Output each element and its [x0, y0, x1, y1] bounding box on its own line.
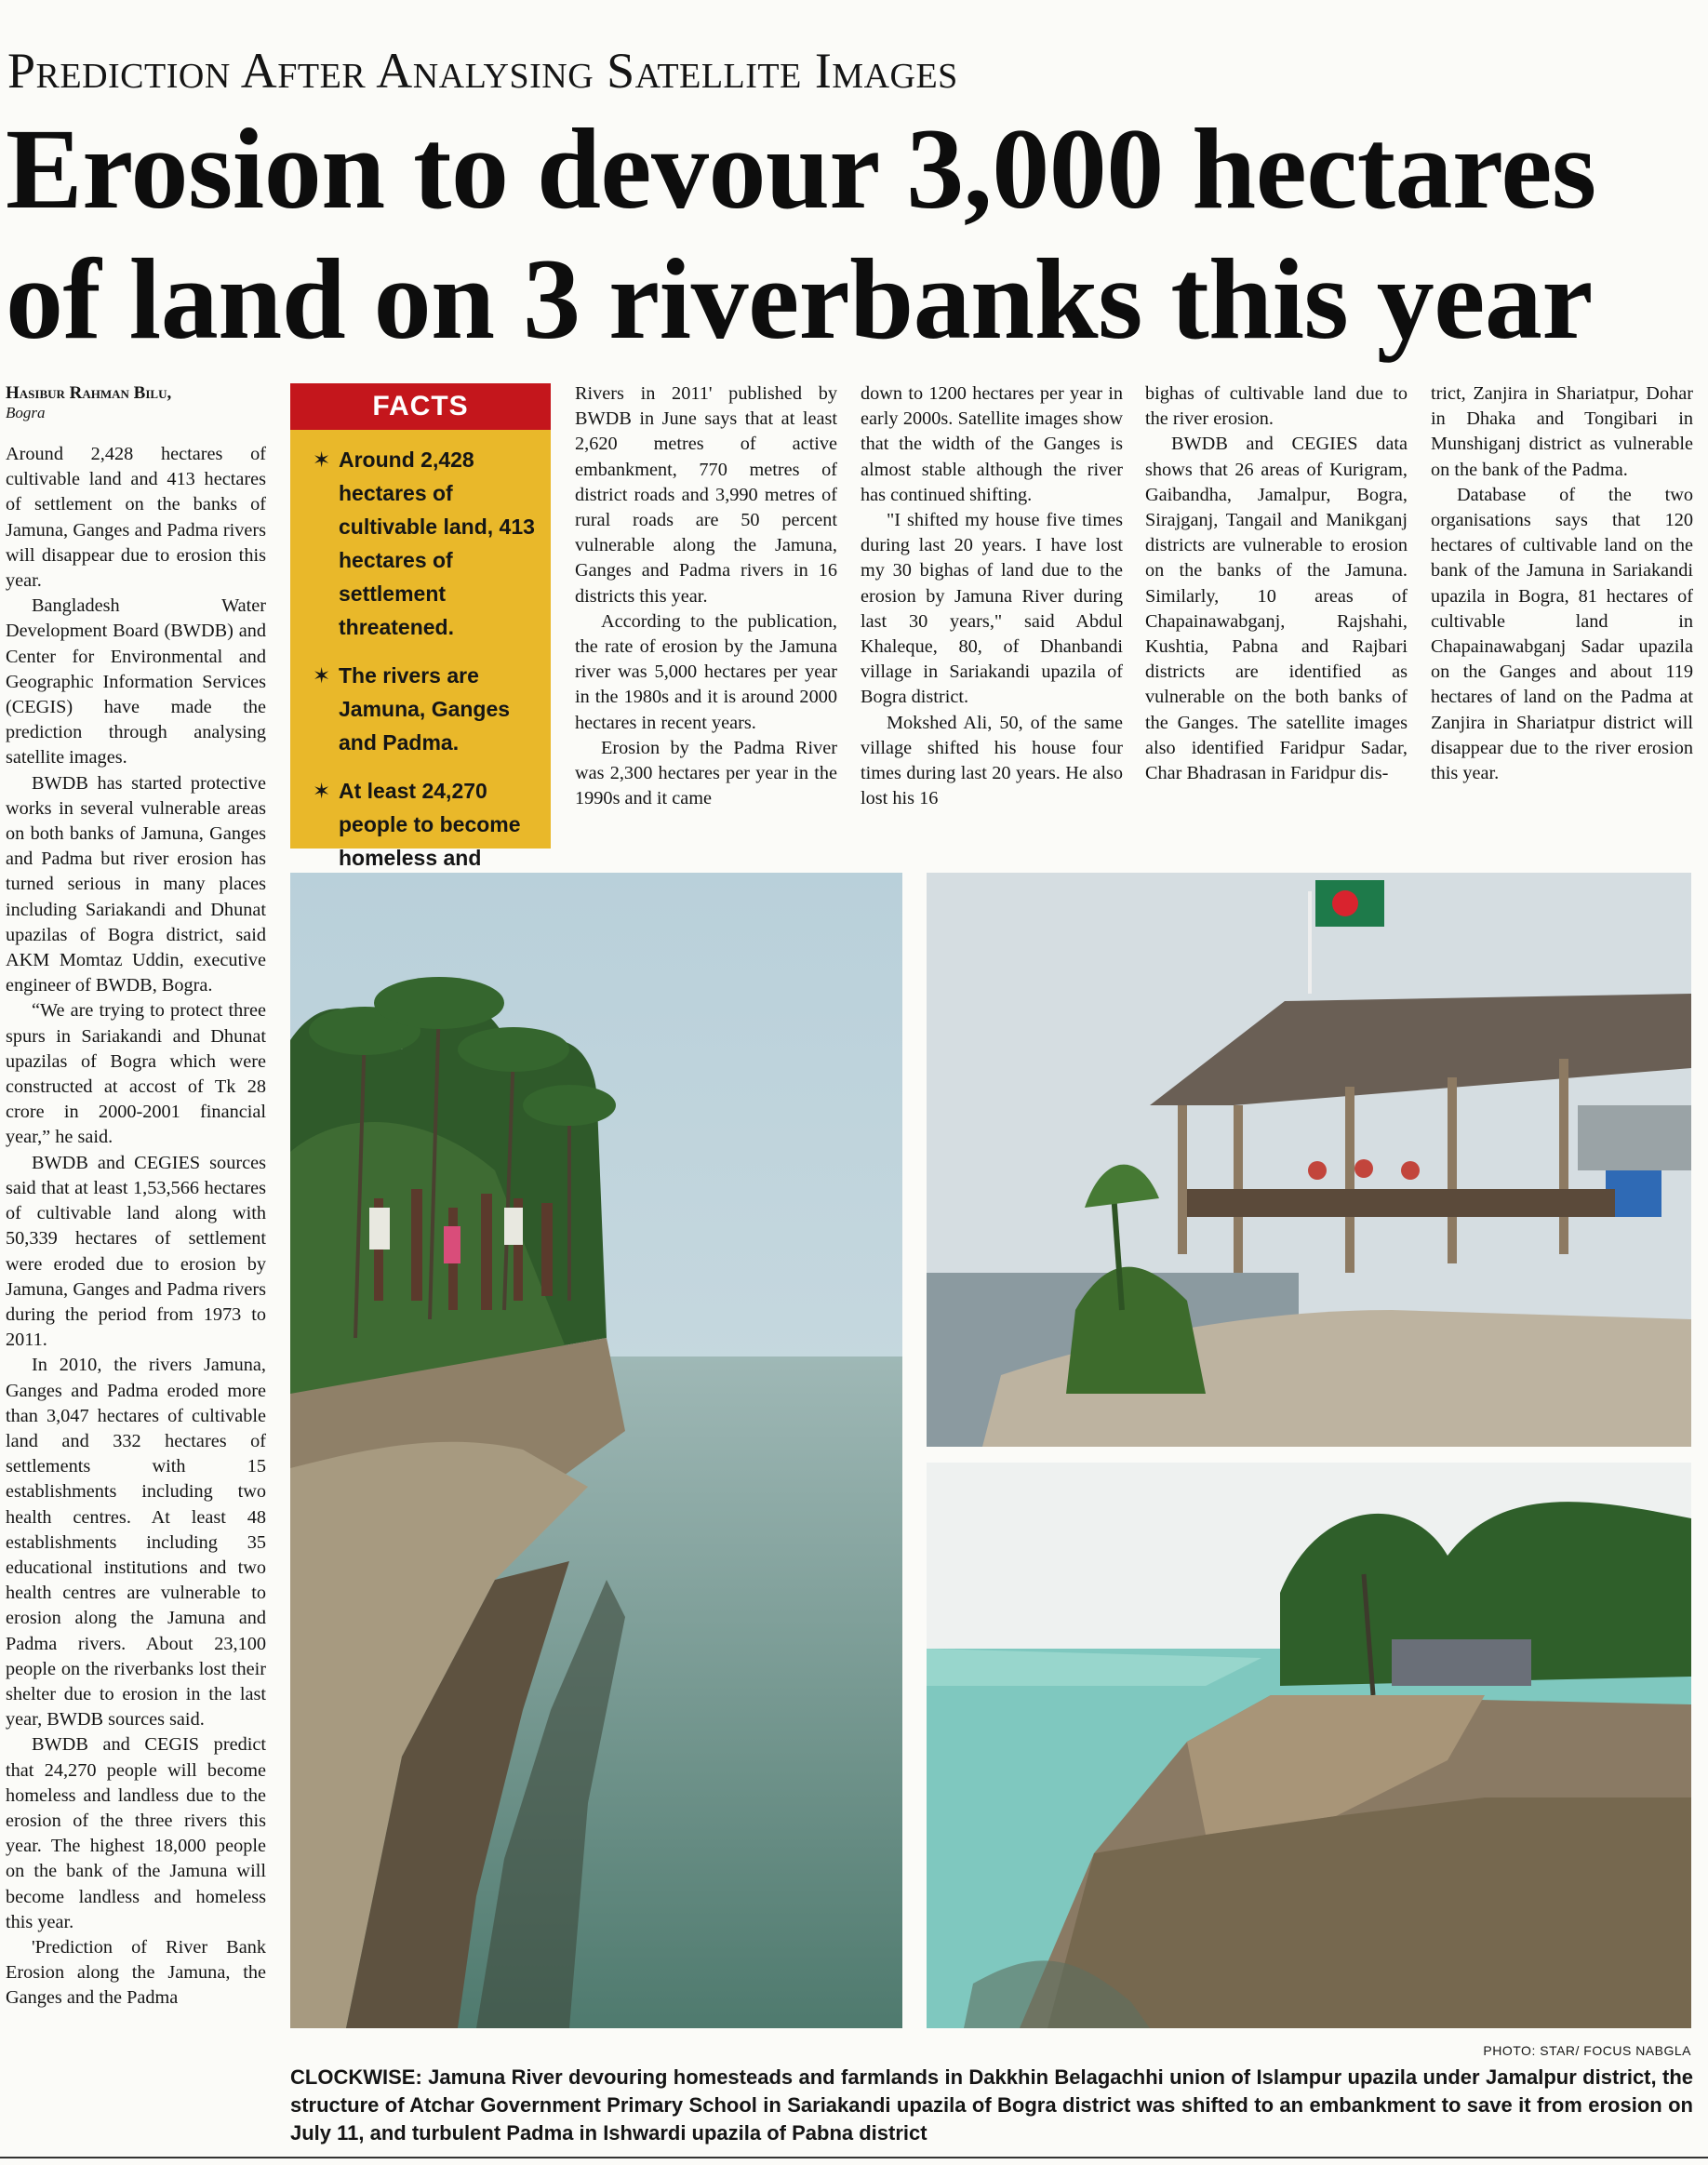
- paragraph: bighas of cultivable land due to the river erosion.: [1145, 383, 1408, 430]
- article-kicker: Prediction After Analysing Satellite Images: [7, 43, 958, 99]
- body-column-1: [6, 442, 266, 2154]
- star-icon: ✶: [313, 663, 331, 688]
- facts-box: [290, 383, 551, 870]
- paragraph: Database of the two organisations says that 120 hectares of cultivable land on the bank of the Jamuna in Sariakandi upazila in Bogra, 81 hectares of cultivable land in Chapainawabganj Sadar upazila on the Ganges and about 119 hectares of land on the Padma at Zanjira in Shariatpur district will disappear due to the river erosion this year.: [1431, 484, 1693, 784]
- article-headline: Erosion to devour 3,000 hectares of land on 3 riverbanks this year: [6, 105, 1596, 363]
- paragraph: BWDB and CEGIES data shows that 26 areas of Kurigram, Gaibandha, Jamalpur, Bogra, Sirajganj, Tangail and Manikganj districts are vulnerable to erosion on the banks of the Jamuna. Similarly, 10 areas of Chapainawabganj, Rajshahi, Kushtia, Pabna and Rajbari districts are identified as vulnerable on the both banks of the Ganges. The satellite images also identified Faridpur Sadar, Char Bhadrasan in Faridpur dis-: [1145, 434, 1408, 784]
- photo-padma-bank: [927, 1463, 1691, 2028]
- paragraph: “We are trying to protect three spurs in Sariakandi and Dhunat upazilas of Bogra which were constructed at accost of Tk 28 crore in 2000-2001 financial year,” he said.: [6, 1000, 266, 1148]
- body-column-3: [575, 381, 837, 851]
- riverbank-crowd-image: [290, 873, 902, 2028]
- paragraph: BWDB has started protective works in several vulnerable areas on both banks of Jamuna, Ganges and Padma but river erosion has turned serious in many places including Sariakandi and Dhunat upazilas of Bogra district, said AKM Momtaz Uddin, executive engineer of BWDB, Bogra.: [6, 772, 266, 996]
- facts-item: [313, 659, 540, 759]
- facts-item: [313, 443, 540, 644]
- facts-title: FACTS: [290, 383, 551, 430]
- paragraph: BWDB and CEGIES sources said that at least 1,53,566 hectares of cultivable land along with 50,339 hectares of settlement were eroded due to erosion by Jamuna, Ganges and Padma rivers during the period from 1973 to 2011.: [6, 1152, 266, 1351]
- paragraph: According to the publication, the rate of erosion by the Jamuna river was 5,000 hectares per year in the 1980s and it is around 2000 hectares in recent years.: [575, 610, 837, 733]
- facts-item-text: The rivers are Jamuna, Ganges and Padma.: [339, 663, 511, 755]
- paragraph: Bangladesh Water Development Board (BWDB) and Center for Environmental and Geographic Information Services (CEGIS) have made the prediction through analysing satellite images.: [6, 595, 266, 768]
- paragraph: Erosion by the Padma River was 2,300 hectares per year in the 1990s and it came: [575, 737, 837, 809]
- paragraph: "I shifted my house five times during last 20 years. I have lost my 30 bighas of land due to the erosion by Jamuna River during last 30 years," said Abdul Khaleque, 80, of Dhanbandi village in Sariakandi upazila of Bogra district.: [861, 510, 1123, 708]
- facts-item-text: At least 24,270 people to become homeless and: [339, 779, 521, 870]
- paragraph: In 2010, the rivers Jamuna, Ganges and Padma eroded more than 3,047 hectares of cultivable land and 332 hectares of settlements with 15 establishments including two health centres. At least 48 establishments including 35 educational institutions and two health centres are vulnerable to erosion along the Jamuna and Padma rivers. About 23,100 people on the riverbanks lost their shelter due to erosion in the last year, BWDB sources said.: [6, 1355, 266, 1731]
- paragraph: 'Prediction of River Bank Erosion along the Jamuna, the Ganges and the Padma: [6, 1936, 266, 2009]
- school-shed-image: [927, 873, 1691, 1447]
- facts-list: [290, 430, 551, 875]
- photo-caption: CLOCKWISE: Jamuna River devouring homesteads and farmlands in Dakkhin Belagachhi union of Islampur upazila under Jamalpur district, the structure of Atchar Government Primary School in Sariakandi upazila of Bogra district was shifted to an embankment to save it from erosion on July 11, and turbulent Padma in Ishwardi upazila of Pabna district: [290, 2065, 1693, 2145]
- paragraph: Around 2,428 hectares of cultivable land and 413 hectares of settlement on the banks of Jamuna, Ganges and Padma rivers will disappear due to erosion this year.: [6, 444, 266, 592]
- paragraph: trict, Zanjira in Shariatpur, Dohar in Dhaka and Tongibari in Munshiganj district as vulnerable on the bank of the Padma.: [1431, 383, 1693, 480]
- body-column-5: [1145, 381, 1408, 851]
- padma-bank-image: [927, 1463, 1691, 2028]
- facts-item: [313, 774, 540, 875]
- photo-riverbank-crowd: [290, 873, 902, 2028]
- star-icon: ✶: [313, 448, 331, 472]
- body-column-4: [861, 381, 1123, 851]
- photo-credit: PHOTO: STAR/ FOCUS NABGLA: [1483, 2043, 1691, 2058]
- paragraph: BWDB and CEGIS predict that 24,270 people will become homeless and landless due to the erosion of the three rivers this year. The highest 18,000 people on the bank of the Jamuna will become landless and homeless this year.: [6, 1734, 266, 1932]
- byline: Hasibur Rahman Bilu,: [6, 383, 172, 403]
- photo-school-shed: [927, 873, 1691, 1447]
- paragraph: Mokshed Ali, 50, of the same village shifted his house four times during last 20 years. He also lost his 16: [861, 712, 1123, 809]
- facts-item-text: Around 2,428 hectares of cultivable land, 413 hectares of settlement threatened.: [339, 448, 535, 639]
- body-column-6: [1431, 381, 1693, 851]
- paragraph: Rivers in 2011' published by BWDB in June says that at least 2,620 metres of active embankment, 770 metres of district roads and 3,990 metres of rural roads are 50 percent vulnerable along the Jamuna, Ganges and Padma rivers in 16 districts this year.: [575, 383, 837, 607]
- star-icon: ✶: [313, 779, 331, 803]
- bottom-rule: [0, 2157, 1708, 2158]
- paragraph: down to 1200 hectares per year in early 2000s. Satellite images show that the width of the Ganges is almost stable although the river has continued shifting.: [861, 383, 1123, 505]
- flag-disc: [1332, 890, 1358, 916]
- byline-location: Bogra: [6, 404, 46, 421]
